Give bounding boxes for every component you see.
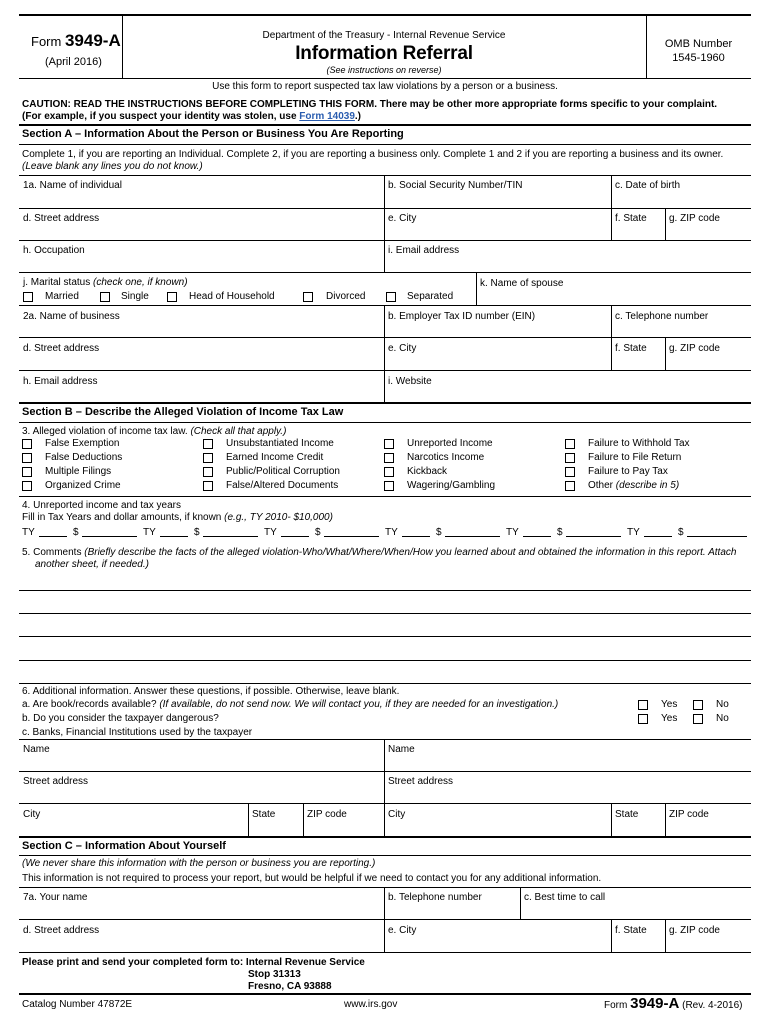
amount-3-input[interactable] bbox=[324, 527, 379, 537]
marital-status-text: j. Marital status bbox=[23, 277, 94, 288]
q3-label bbox=[22, 426, 286, 437]
single-checkbox[interactable] bbox=[100, 292, 110, 302]
section-b-title: Section B – Describe the Alleged Violation of Income Tax Law bbox=[22, 406, 344, 418]
your-name-field[interactable]: 7a. Your name bbox=[23, 892, 88, 903]
political-corruption-label: Public/Political Corruption bbox=[226, 466, 340, 477]
multiple-filings-label: Multiple Filings bbox=[45, 466, 112, 477]
divider bbox=[665, 803, 666, 836]
individual-zip-field[interactable]: g. ZIP code bbox=[669, 213, 720, 224]
your-street-field[interactable]: d. Street address bbox=[23, 925, 100, 936]
amount-5-input[interactable] bbox=[566, 527, 621, 537]
ein-field[interactable]: b. Employer Tax ID number (EIN) bbox=[388, 311, 536, 322]
your-zip-field[interactable]: g. ZIP code bbox=[669, 925, 720, 936]
amount-2-input[interactable] bbox=[203, 527, 258, 537]
form-title: Information Referral bbox=[295, 43, 473, 64]
other-violation-checkbox[interactable] bbox=[565, 481, 575, 491]
divider bbox=[384, 175, 385, 272]
kickback-label: Kickback bbox=[407, 466, 448, 477]
earned-income-credit-label: Earned Income Credit bbox=[226, 452, 324, 463]
row-1j-top bbox=[19, 272, 751, 273]
q4-example: (e.g., TY 2010- $10,000) bbox=[224, 512, 333, 523]
wagering-gambling-checkbox[interactable] bbox=[384, 481, 394, 491]
section-b-rule bbox=[19, 402, 751, 404]
section-c-title: Section C – Information About Yourself bbox=[22, 840, 226, 852]
q5-note: (Briefly describe the facts of the alleged violation-Who/What/Where/When/How you learned about and obtained the information in this report. Attach bbox=[84, 547, 737, 558]
bank-row-2 bbox=[19, 771, 751, 772]
caution-example-suffix: .) bbox=[354, 111, 361, 122]
department: Department of the Treasury - Internal Revenue Service bbox=[262, 30, 506, 41]
comment-line-3[interactable] bbox=[19, 636, 751, 637]
unreported-income-label: Unreported Income bbox=[407, 438, 493, 449]
mailing-line-2: Stop 31313 bbox=[248, 969, 301, 980]
separated-checkbox[interactable] bbox=[386, 292, 396, 302]
q6a-label bbox=[22, 699, 558, 710]
failure-to-withhold-checkbox[interactable] bbox=[565, 439, 575, 449]
business-state-field[interactable]: f. State bbox=[615, 343, 647, 354]
business-city-field[interactable]: e. City bbox=[388, 343, 417, 354]
divider bbox=[665, 919, 666, 952]
dangerous-no-label: No bbox=[716, 713, 729, 724]
records-yes-checkbox[interactable] bbox=[638, 700, 648, 710]
section-a-leave-blank: (Leave blank any lines you do not know.) bbox=[22, 161, 203, 172]
head-of-household-label: Head of Household bbox=[189, 291, 275, 302]
ty-6-input[interactable] bbox=[644, 527, 672, 537]
header-bottom-rule bbox=[19, 78, 751, 79]
ty-3-input[interactable] bbox=[281, 527, 309, 537]
ty-label: TY bbox=[143, 527, 156, 538]
section-a-instructions: Complete 1, if you are reporting an Individual. Complete 2, if you are reporting a business only. Complete 1 and 2 if you are reporting a business and its owner. bbox=[22, 149, 724, 160]
bank-2-city-field[interactable]: City bbox=[388, 809, 406, 820]
business-telephone-field[interactable]: c. Telephone number bbox=[615, 311, 709, 322]
records-yes-label: Yes bbox=[661, 699, 678, 710]
q6c-label: c. Banks, Financial Institutions used by the taxpayer bbox=[22, 727, 253, 738]
individual-email-field[interactable]: i. Email address bbox=[388, 245, 460, 256]
form-3949a bbox=[19, 14, 751, 1014]
false-exemption-checkbox[interactable] bbox=[22, 439, 32, 449]
multiple-filings-checkbox[interactable] bbox=[22, 467, 32, 477]
footer-form-number: 3949-A bbox=[630, 995, 680, 1012]
q6a-text: a. Are book/records available? bbox=[22, 699, 160, 710]
political-corruption-checkbox[interactable] bbox=[203, 467, 213, 477]
dollar-label: $ bbox=[678, 527, 684, 538]
bank-row-3 bbox=[19, 803, 751, 804]
individual-name-field[interactable]: 1a. Name of individual bbox=[23, 180, 122, 191]
row-1a-top bbox=[19, 175, 751, 176]
divider bbox=[665, 208, 666, 240]
amount-6-input[interactable] bbox=[687, 527, 747, 537]
separated-label: Separated bbox=[407, 291, 454, 302]
narcotics-income-label: Narcotics Income bbox=[407, 452, 485, 463]
ty-label: TY bbox=[506, 527, 519, 538]
bank-2-state-field[interactable]: State bbox=[615, 809, 639, 820]
divider bbox=[476, 272, 477, 305]
section-a-rule bbox=[19, 124, 751, 126]
other-violation-label bbox=[588, 480, 679, 491]
section-c-rule bbox=[19, 836, 751, 838]
caution-text: CAUTION: READ THE INSTRUCTIONS BEFORE COMPLETING THIS FORM. There may be other more appropriate forms specific to your complaint. bbox=[22, 99, 718, 110]
your-city-field[interactable]: e. City bbox=[388, 925, 417, 936]
divider bbox=[384, 739, 385, 836]
ty-4-input[interactable] bbox=[402, 527, 430, 537]
false-deductions-checkbox[interactable] bbox=[22, 453, 32, 463]
form-14039-link[interactable]: Form 14039 bbox=[299, 111, 355, 122]
divider bbox=[303, 803, 304, 836]
section-a-title-rule bbox=[19, 144, 751, 145]
bank-1-state-field[interactable]: State bbox=[252, 809, 276, 820]
divider bbox=[611, 175, 612, 208]
kickback-checkbox[interactable] bbox=[384, 467, 394, 477]
bank-2-zip-field[interactable]: ZIP code bbox=[669, 809, 709, 820]
footer-form-word: Form bbox=[604, 1000, 628, 1011]
divider bbox=[520, 887, 521, 919]
divider bbox=[611, 919, 612, 952]
section-b-title-rule bbox=[19, 422, 751, 423]
row-7d-top bbox=[19, 919, 751, 920]
business-street-field[interactable]: d. Street address bbox=[23, 343, 100, 354]
your-state-field[interactable]: f. State bbox=[615, 925, 647, 936]
altered-documents-checkbox[interactable] bbox=[203, 481, 213, 491]
dollar-label: $ bbox=[194, 527, 200, 538]
ty-label: TY bbox=[627, 527, 640, 538]
omb-label: OMB Number bbox=[664, 38, 733, 50]
divider bbox=[611, 337, 612, 370]
unreported-income-checkbox[interactable] bbox=[384, 439, 394, 449]
q4-instructions-text: Fill in Tax Years and dollar amounts, if known bbox=[22, 512, 225, 523]
amount-1-input[interactable] bbox=[82, 527, 137, 537]
individual-city-field[interactable]: e. City bbox=[388, 213, 417, 224]
ty-label: TY bbox=[385, 527, 398, 538]
form-id bbox=[31, 31, 121, 51]
business-name-field[interactable]: 2a. Name of business bbox=[23, 311, 120, 322]
dangerous-no-checkbox[interactable] bbox=[693, 714, 703, 724]
marital-status-label bbox=[23, 277, 188, 288]
caution-example bbox=[22, 111, 361, 122]
dollar-label: $ bbox=[436, 527, 442, 538]
q5-note-continued: another sheet, if needed.) bbox=[35, 559, 149, 570]
website-field[interactable]: i. Website bbox=[388, 376, 432, 387]
row-2h-top bbox=[19, 370, 751, 371]
records-no-checkbox[interactable] bbox=[693, 700, 703, 710]
form-word: Form bbox=[31, 34, 62, 49]
q4-instructions bbox=[22, 512, 333, 523]
ty-5-input[interactable] bbox=[523, 527, 551, 537]
row-2d-top bbox=[19, 337, 751, 338]
false-exemption-label: False Exemption bbox=[45, 438, 120, 449]
row-7a-top bbox=[19, 887, 751, 888]
section-c-title-rule bbox=[19, 855, 751, 856]
mailing-line-3: Fresno, CA 93888 bbox=[248, 981, 332, 992]
q6-label: 6. Additional information. Answer these questions, if possible. Otherwise, leave blank. bbox=[22, 686, 400, 697]
unsubstantiated-income-checkbox[interactable] bbox=[203, 439, 213, 449]
use-line: Use this form to report suspected tax law violations by a person or a business. bbox=[212, 81, 558, 92]
divider bbox=[611, 803, 612, 836]
ty-label: TY bbox=[264, 527, 277, 538]
other-note: (describe in 5) bbox=[615, 480, 680, 491]
business-email-field[interactable]: h. Email address bbox=[23, 376, 98, 387]
optional-info-note: This information is not required to process your report, but would be helpful if we need to contact you for any additional information. bbox=[22, 873, 602, 884]
unsubstantiated-income-label: Unsubstantiated Income bbox=[226, 438, 334, 449]
single-label: Single bbox=[121, 291, 149, 302]
footer-revision: (Rev. 4-2016) bbox=[682, 1000, 743, 1011]
failure-to-file-checkbox[interactable] bbox=[565, 453, 575, 463]
business-zip-field[interactable]: g. ZIP code bbox=[669, 343, 720, 354]
marital-status-note: (check one, if known) bbox=[93, 277, 188, 288]
divider bbox=[665, 337, 666, 370]
q3-text: 3. Alleged violation of income tax law. bbox=[22, 426, 191, 437]
individual-state-field[interactable]: f. State bbox=[615, 213, 647, 224]
form-number: 3949-A bbox=[64, 31, 121, 50]
earned-income-credit-checkbox[interactable] bbox=[203, 453, 213, 463]
dollar-label: $ bbox=[557, 527, 563, 538]
comment-line-1[interactable] bbox=[19, 590, 751, 591]
ssn-tin-field[interactable]: b. Social Security Number/TIN bbox=[388, 180, 523, 191]
dangerous-yes-checkbox[interactable] bbox=[638, 714, 648, 724]
section-a-title: Section A – Information About the Person or Business You Are Reporting bbox=[22, 128, 404, 140]
comment-line-5[interactable] bbox=[19, 683, 751, 684]
divider bbox=[384, 305, 385, 402]
ty-2-input[interactable] bbox=[160, 527, 188, 537]
individual-street-field[interactable]: d. Street address bbox=[23, 213, 100, 224]
best-time-field[interactable]: c. Best time to call bbox=[524, 892, 606, 903]
head-of-household-checkbox[interactable] bbox=[167, 292, 177, 302]
divorced-label: Divorced bbox=[326, 291, 366, 302]
q5-text: 5. Comments bbox=[22, 547, 85, 558]
date-of-birth-field[interactable]: c. Date of birth bbox=[615, 180, 681, 191]
bank-1-name-field[interactable]: Name bbox=[23, 744, 50, 755]
other-text: Other bbox=[588, 480, 614, 491]
privacy-note: (We never share this information with the person or business you are reporting.) bbox=[22, 858, 376, 869]
ty-label: TY bbox=[22, 527, 35, 538]
bank-2-name-field[interactable]: Name bbox=[388, 744, 415, 755]
top-rule bbox=[19, 14, 751, 16]
ty-1-input[interactable] bbox=[39, 527, 67, 537]
married-label: Married bbox=[45, 291, 79, 302]
failure-to-withhold-label: Failure to Withhold Tax bbox=[588, 438, 690, 449]
row-1h-top bbox=[19, 240, 751, 241]
q4-top-rule bbox=[19, 496, 751, 497]
dollar-label: $ bbox=[315, 527, 321, 538]
comment-line-2[interactable] bbox=[19, 613, 751, 614]
organized-crime-label: Organized Crime bbox=[45, 480, 121, 491]
bank-1-street-field[interactable]: Street address bbox=[23, 776, 89, 787]
q6a-note: (If available, do not send now. We will contact you, if they are needed for an investigation.) bbox=[159, 699, 559, 710]
amount-4-input[interactable] bbox=[445, 527, 500, 537]
comment-line-4[interactable] bbox=[19, 660, 751, 661]
bank-1-city-field[interactable]: City bbox=[23, 809, 41, 820]
q5-label bbox=[22, 547, 736, 558]
caution-example-prefix: (For example, if you suspect your identity was stolen, use bbox=[22, 111, 300, 122]
row-2a-top bbox=[19, 305, 751, 306]
your-telephone-field[interactable]: b. Telephone number bbox=[388, 892, 482, 903]
bank-1-zip-field[interactable]: ZIP code bbox=[307, 809, 347, 820]
failure-to-file-label: Failure to File Return bbox=[588, 452, 682, 463]
narcotics-income-checkbox[interactable] bbox=[384, 453, 394, 463]
divider bbox=[611, 305, 612, 337]
failure-to-pay-checkbox[interactable] bbox=[565, 467, 575, 477]
q6b-label: b. Do you consider the taxpayer dangerous? bbox=[22, 713, 219, 724]
form-date: (April 2016) bbox=[45, 56, 102, 68]
organized-crime-checkbox[interactable] bbox=[22, 481, 32, 491]
row-1d-top bbox=[19, 208, 751, 209]
irs-website[interactable]: www.irs.gov bbox=[344, 999, 398, 1010]
wagering-gambling-label: Wagering/Gambling bbox=[407, 480, 496, 491]
footer-form-id bbox=[604, 995, 743, 1012]
occupation-field[interactable]: h. Occupation bbox=[23, 245, 85, 256]
dollar-label: $ bbox=[73, 527, 79, 538]
bank-2-street-field[interactable]: Street address bbox=[388, 776, 454, 787]
failure-to-pay-label: Failure to Pay Tax bbox=[588, 466, 668, 477]
false-deductions-label: False Deductions bbox=[45, 452, 123, 463]
see-instructions: (See instructions on reverse) bbox=[326, 65, 442, 75]
q4-label: 4. Unreported income and tax years bbox=[22, 500, 181, 511]
divorced-checkbox[interactable] bbox=[303, 292, 313, 302]
q3-note: (Check all that apply.) bbox=[190, 426, 287, 437]
divider bbox=[611, 208, 612, 240]
mailing-line-1: Please print and send your completed form to: Internal Revenue Service bbox=[22, 957, 365, 968]
section-c-bottom-rule bbox=[19, 952, 751, 953]
altered-documents-label: False/Altered Documents bbox=[226, 480, 339, 491]
omb-number: 1545-1960 bbox=[672, 52, 725, 64]
married-checkbox[interactable] bbox=[23, 292, 33, 302]
bank-table-top bbox=[19, 739, 751, 740]
dangerous-yes-label: Yes bbox=[661, 713, 678, 724]
records-no-label: No bbox=[716, 699, 729, 710]
catalog-number: Catalog Number 47872E bbox=[22, 999, 133, 1010]
spouse-name-field[interactable]: k. Name of spouse bbox=[480, 278, 564, 289]
divider bbox=[248, 803, 249, 836]
